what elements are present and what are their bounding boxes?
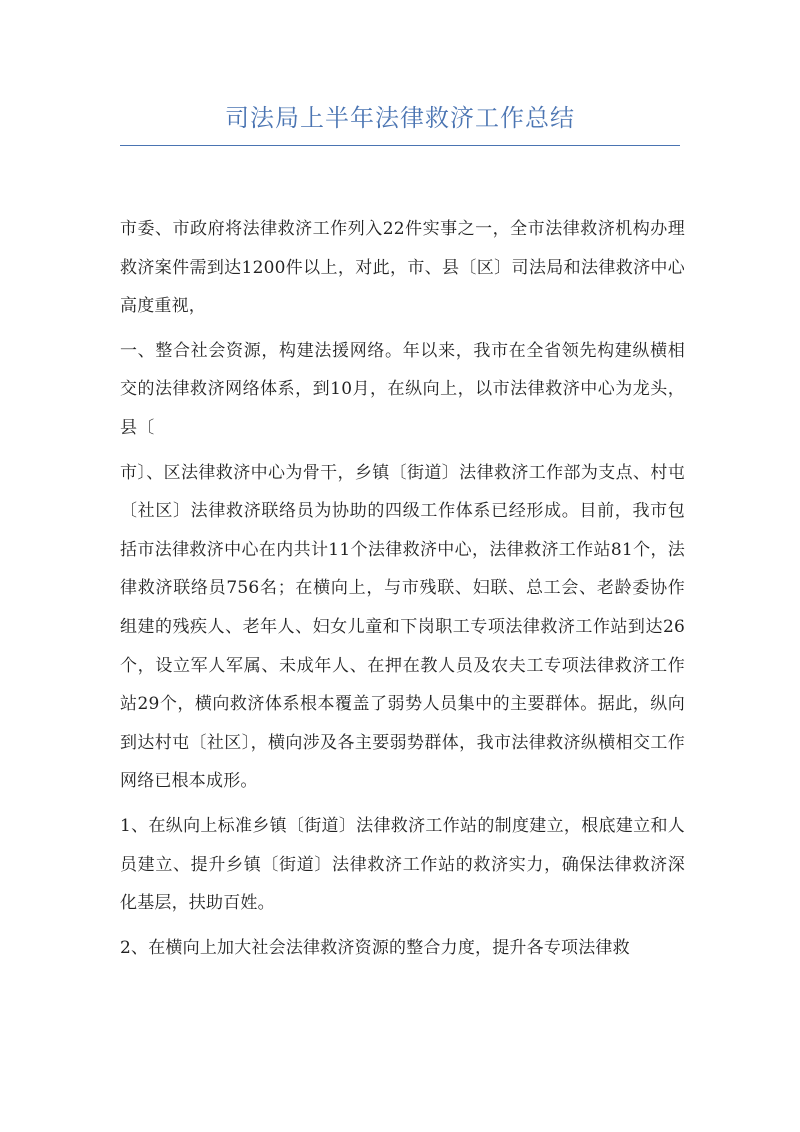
paragraph-item-two: 2、在横向上加大社会法律救济资源的整合力度，提升各专项法律救 [120, 937, 630, 958]
document-body [120, 210, 685, 967]
paragraph-network-detail: 市〕、区法律救济中心为骨干，乡镇〔街道〕法律救济工作部为支点、村屯〔社区〕法律救济联络员为协助的四级工作体系已经形成。目前，我市包括市法律救济中心在内共计11个法律救济中心，法律救济工作站81个，法律救济联络员756名；在横向上，与市残联、妇联、总工会、老龄委协作组建的残疾人、老年人、妇女儿童和下岗职工专项法律救济工作站到达26个，设立军人军属、未成年人、在押在教人员及农夫工专项法律救济工作站29个，横向救济体系根本覆盖了弱势人员集中的主要群体。据此，纵向到达村屯〔社区〕，横向涉及各主要弱势群体，我市法律救济纵横相交工作网络已根本成形。 [120, 462, 685, 792]
document-title: 司法局上半年法律救济工作总结 [225, 104, 575, 132]
paragraph-section-one: 一、整合社会资源，构建法援网络。年以来，我市在全省领先构建纵横相交的法律救济网络体系，到10月，在纵向上，以市法律救济中心为龙头，县〔 [120, 340, 685, 438]
title-underline [120, 145, 680, 146]
paragraph-intro: 市委、市政府将法律救济工作列入22件实事之一，全市法律救济机构办理救济案件需到达1200件以上，对此，市、县〔区〕司法局和法律救济中心高度重视， [120, 219, 685, 317]
paragraph-item-one: 1、在纵向上标准乡镇〔街道〕法律救济工作站的制度建立，根底建立和人员建立、提升乡镇〔街道〕法律救济工作站的救济实力，确保法律救济深化基层，扶助百姓。 [120, 815, 685, 914]
